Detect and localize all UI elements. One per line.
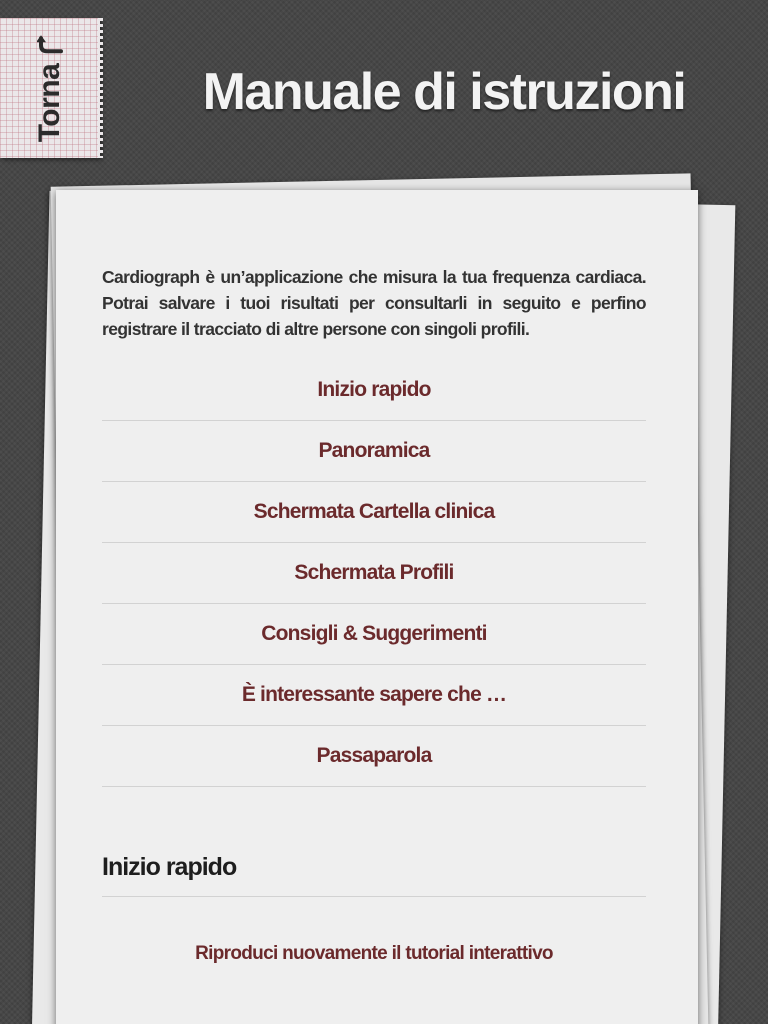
toc-item: [102, 604, 646, 665]
manual-paper: [56, 190, 698, 1024]
page-title: Manuale di istruzioni: [202, 63, 686, 121]
toc-link-passaparola[interactable]: Passaparola: [316, 744, 432, 767]
back-button[interactable]: [0, 18, 100, 158]
table-of-contents: [102, 360, 646, 787]
toc-link-cartella-clinica[interactable]: Schermata Cartella clinica: [253, 500, 495, 523]
toc-link-profili[interactable]: Schermata Profili: [294, 561, 454, 584]
return-arrow-icon: [37, 34, 63, 56]
intro-text: Cardiograph è un’applicazione che misura la tua frequenza cardiaca. Potrai salvare i tuoi risultati per consultarli in seguito e perfino registrare il tracciato di altre persone con singoli profili.: [102, 267, 646, 339]
toc-link-interessante[interactable]: È interessante sapere che …: [241, 683, 507, 706]
toc-link-consigli[interactable]: Consigli & Suggerimenti: [261, 622, 487, 645]
toc-item: [102, 543, 646, 604]
toc-item: [102, 482, 646, 543]
toc-item: [102, 665, 646, 726]
replay-tutorial-link[interactable]: Riproduci nuovamente il tutorial interattivo: [195, 943, 553, 964]
back-button-label: Torna: [33, 63, 66, 143]
toc-link-panoramica[interactable]: Panoramica: [318, 439, 430, 462]
section-link-row: [102, 943, 646, 965]
toc-item: [102, 726, 646, 787]
section-title: Inizio rapido: [102, 853, 646, 897]
toc-item: [102, 421, 646, 482]
manual-content: [102, 264, 646, 965]
toc-link-inizio-rapido[interactable]: Inizio rapido: [317, 378, 431, 401]
toc-item: [102, 360, 646, 421]
